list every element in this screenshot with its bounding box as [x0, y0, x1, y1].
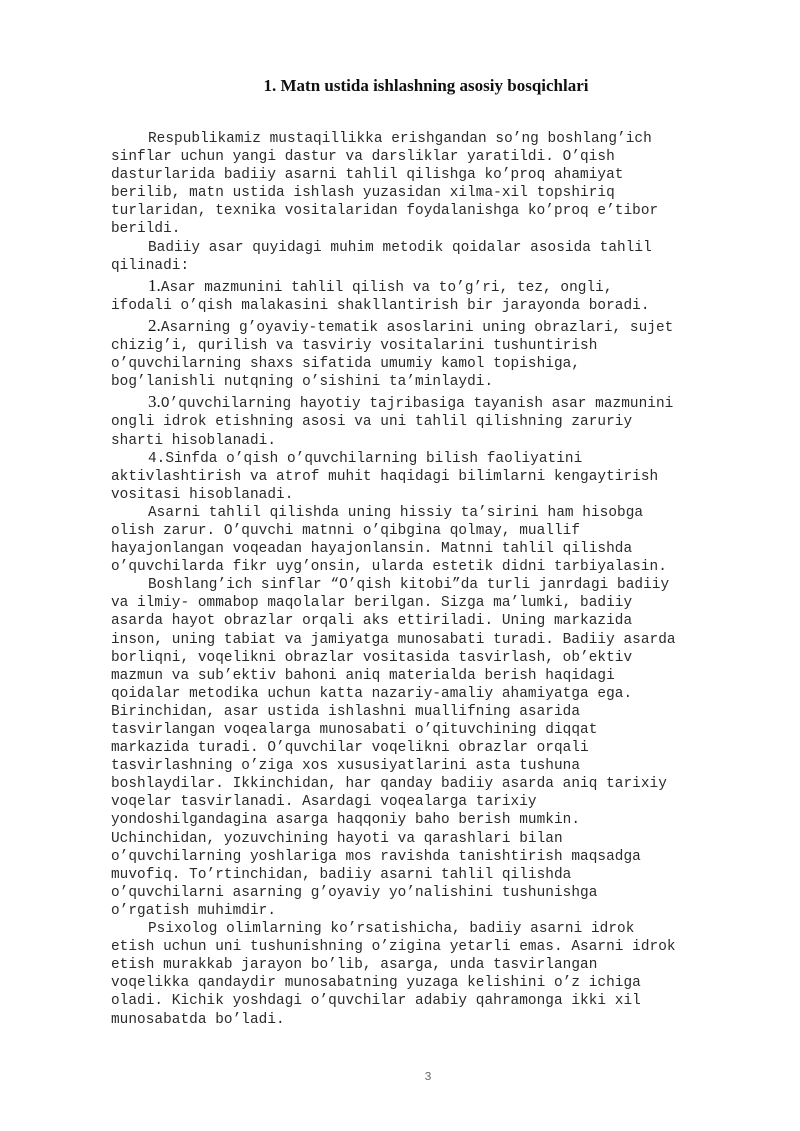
text-line: tasvirlangan voqealarga munosabati o’qituvchining diqqat	[111, 722, 598, 738]
list-number: 2.	[148, 315, 161, 335]
page-number: 3	[424, 1070, 432, 1084]
text-line: oladi. Kichik yoshdagi o’quvchilar adabiy qahramonga ikki xil	[111, 993, 641, 1010]
text-line: qilinadi:	[111, 257, 190, 274]
text-line: ongli idrok etishning asosi va uni tahlil qilishning zaruriy	[111, 414, 633, 431]
text-line: yondoshilgandagina asarga haqqoniy baho berish mumkin.	[111, 812, 581, 829]
numbered-paragraph	[111, 393, 751, 449]
text-line	[111, 277, 751, 297]
text-line: dasturlarida badiiy asarni tahlil qilishga ko’proq ahamiyat	[111, 167, 624, 184]
text-line: bog’lanishli nutqning o’sishini ta’minlaydi.	[111, 374, 494, 391]
section-title: 1. Matn ustida ishlashning asosiy bosqichlari	[263, 76, 589, 95]
text-line: voqelar tasvirlanadi. Asardagi voqealarga tarixiy	[111, 794, 537, 811]
text-line: munosabatda bo’ladi.	[111, 1011, 285, 1028]
text-line: olish zarur. O’quvchi matnni o’qibgina qolmay, muallif	[111, 522, 581, 539]
paragraph	[111, 130, 751, 239]
text-line: Asarni tahlil qilishda uning hissiy ta’sirini ham hisobga	[148, 504, 644, 521]
text-line: ifodali o’qish malakasini shakllantirish bir jarayonda boradi.	[111, 297, 650, 314]
text-line: borliqni, voqelikni obrazlar vositasida tasvirlash, ob’ektiv	[111, 649, 633, 666]
text-line: o’quvchilarni asarning g’oyaviy yo’nalishini tushunishga	[111, 884, 598, 901]
text-line: asarda hayot obrazlar orqali aks ettiriladi. Uning markazida	[111, 613, 633, 630]
text-line: inson, uning tabiat va jamiyatga munosabati turadi. Badiiy asarda	[111, 631, 676, 648]
text-line: aktivlashtirish va atrof muhit haqidagi bilimlarni kengaytirish	[111, 468, 659, 485]
text-line: hayajonlangan voqeadan hayajonlansin. Matnni tahlil qilishda	[111, 541, 633, 558]
text-line	[111, 317, 751, 337]
text-line: o’quvchilarning yoshlariga mos ravishda tanishtirish maqsadga	[111, 848, 641, 865]
text-line: turlaridan, texnika vositalaridan foydalanishga ko’proq e’tibor	[111, 203, 659, 220]
body-text	[111, 130, 751, 1029]
text-line: Badiiy asar quyidagi muhim metodik qoidalar asosida tahlil	[148, 239, 652, 256]
text-line-content: Asar mazmunini tahlil qilish va to’g’ri, tez, ongli,	[160, 279, 613, 296]
text-line: mazmun va sub’ektiv bahoni aniq materialda berish haqidagi	[111, 667, 615, 684]
text-line: vositasi hisoblanadi.	[111, 486, 294, 503]
paragraph	[111, 920, 751, 1029]
text-line-content: Asarning g’oyaviy-tematik asoslarini uning obrazlari, sujet	[160, 319, 674, 336]
list-number: 3.	[148, 392, 161, 412]
text-line: markazida turadi. O’quvchilar voqelikni obrazlar orqali	[111, 740, 589, 757]
list-number: 1.	[148, 275, 161, 295]
paragraph	[111, 504, 751, 576]
text-line: Uchinchidan, yozuvchining hayoti va qarashlari bilan	[111, 830, 563, 847]
text-line: Psixolog olimlarning ko’rsatishicha, badiiy asarni idrok	[148, 921, 635, 938]
text-line: va ilmiy- ommabop maqolalar berilgan. Sizga ma’lumki, badiiy	[111, 595, 633, 612]
text-line: o’rgatish muhimdir.	[111, 902, 277, 919]
text-line: o’quvchilarda fikr uyg’onsin, ularda estetik didni tarbiyalasin.	[111, 559, 667, 576]
text-line: boshlaydilar. Ikkinchidan, har qanday badiiy asarda aniq tarixiy	[111, 776, 667, 793]
text-line: etish murakkab jarayon bo’lib, asarga, unda tasvirlangan	[111, 957, 598, 974]
text-line: qoidalar metodika uchun katta nazariy-amaliy ahamiyatga ega.	[111, 685, 633, 702]
text-line	[111, 393, 751, 413]
text-line: Respublikamiz mustaqillikka erishgandan so’ng boshlang’ich	[148, 131, 652, 147]
paragraph	[111, 576, 751, 920]
numbered-paragraph	[111, 317, 751, 391]
text-line: berildi.	[111, 221, 181, 238]
text-line: Boshlang’ich sinflar “O’qish kitobi”da turli janrdagi badiiy	[148, 577, 670, 594]
text-line: voqelikka qandaydir munosabatning yuzaga kelishini o’z ichiga	[111, 975, 641, 992]
text-line: sharti hisoblanadi.	[111, 432, 277, 449]
text-line: o’quvchilarning shaxs sifatida umumiy kamol topishiga,	[111, 356, 581, 373]
text-line: tasvirlashning o’ziga xos xususiyatlarini asta tushuna	[111, 758, 581, 775]
text-line: Birinchidan, asar ustida ishlashni muallifning asarida	[111, 703, 581, 720]
paragraph	[111, 450, 751, 504]
numbered-paragraph	[111, 277, 751, 315]
text-line: etish uchun uni tushunishning o’zigina yetarli emas. Asarni idrok	[111, 939, 676, 956]
text-line-content: O’quvchilarning hayotiy tajribasiga tayanish asar mazmunini	[160, 396, 674, 413]
text-line: berilib, matn ustida ishlash yuzasidan xilma-xil topshiriq	[111, 185, 615, 202]
text-line: muvofiq. To’rtinchidan, badiiy asarni tahlil qilishda	[111, 866, 572, 883]
paragraph	[111, 239, 751, 275]
text-line: 4.Sinfda o’qish o’quvchilarning bilish faoliyatini	[148, 450, 583, 467]
text-line: sinflar uchun yangi dastur va darsliklar yaratildi. O’qish	[111, 149, 615, 166]
text-line: chizig’i, qurilish va tasviriy vositalarini tushuntirish	[111, 338, 598, 355]
